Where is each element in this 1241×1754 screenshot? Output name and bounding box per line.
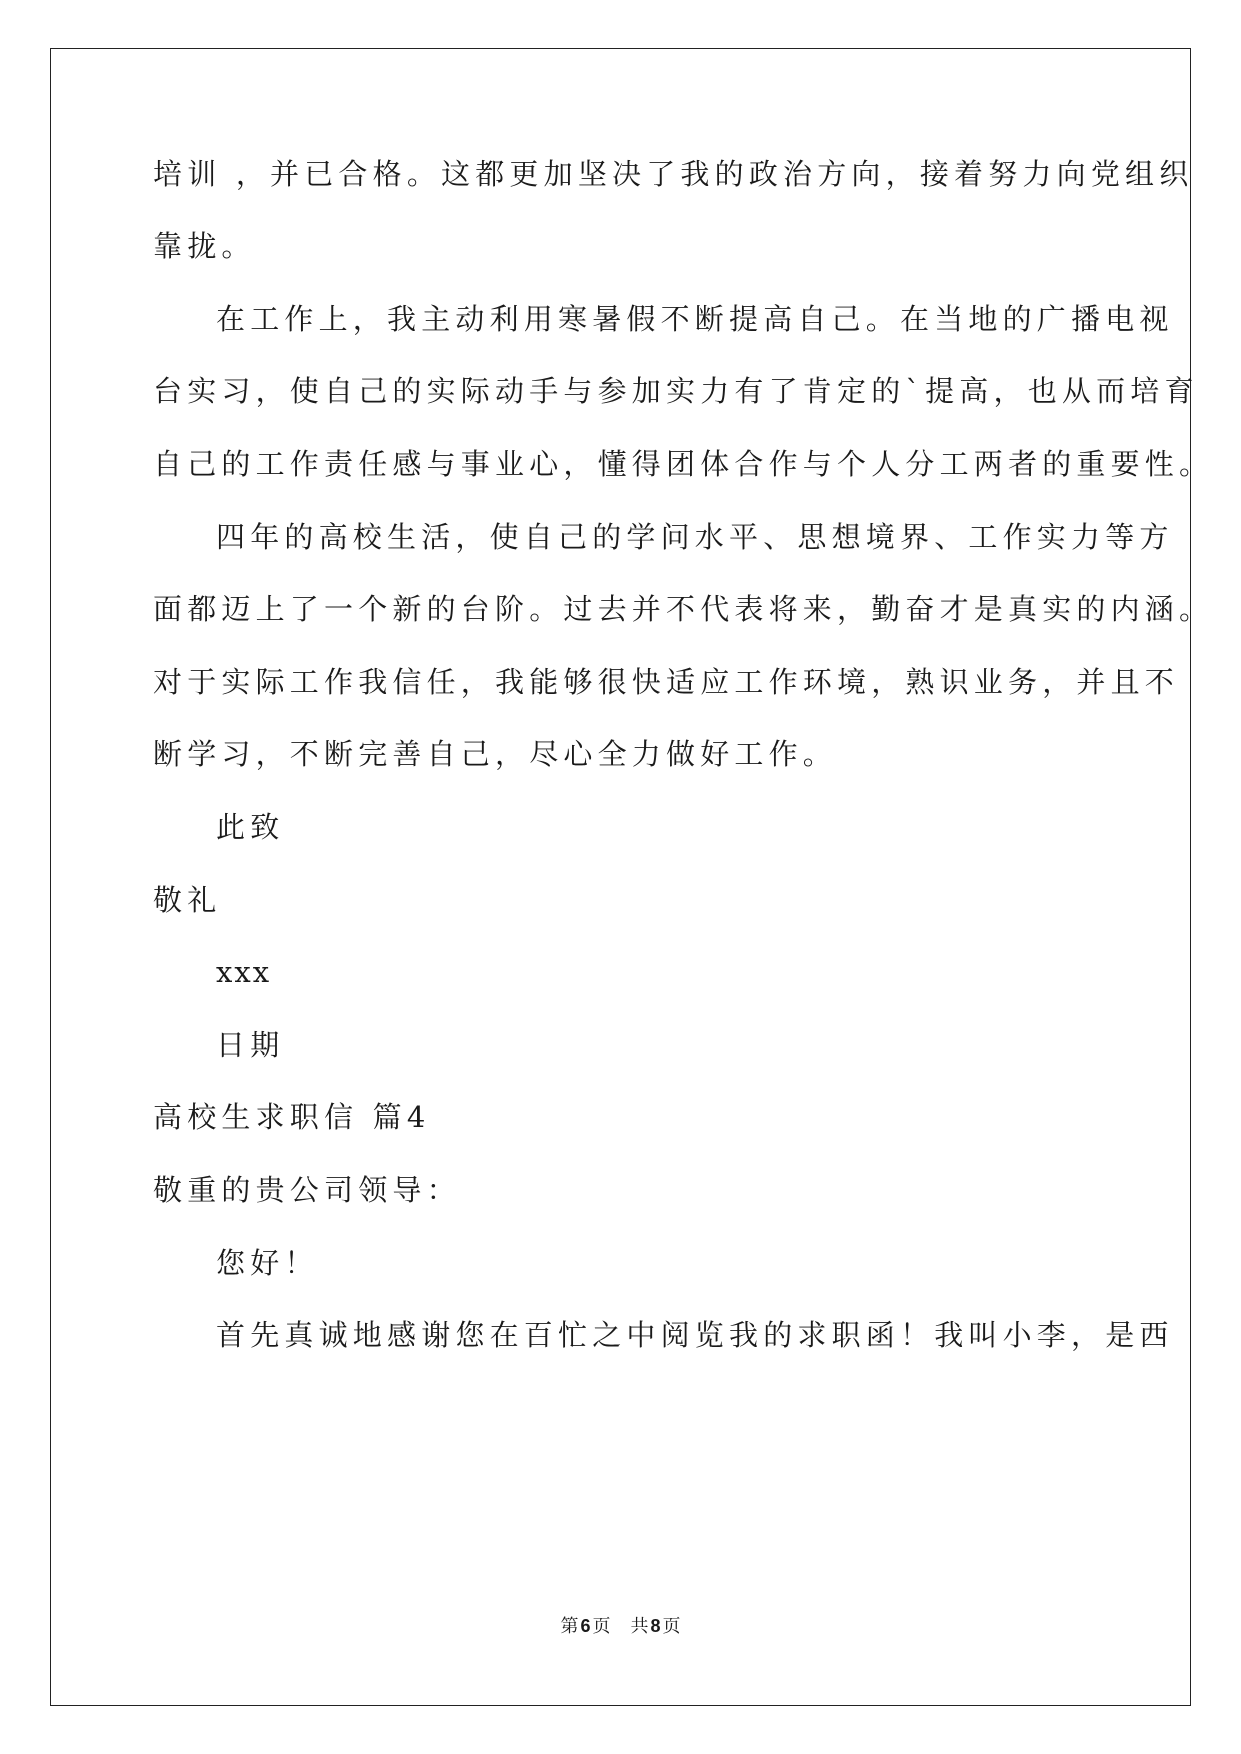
- body-line-8: 对于实际工作我信任，我能够很快适应工作环境，熟识业务，并且不: [153, 665, 1180, 699]
- body-line-2: 靠拢。: [153, 229, 256, 263]
- footer-page-current: 6: [580, 1616, 591, 1636]
- footer-page-unit: 页: [592, 1616, 611, 1637]
- body-line-7: 面都迈上了一个新的台阶。过去并不代表将来，勤奋才是真实的内涵。: [153, 592, 1214, 626]
- closing-salutation: 此致: [216, 810, 285, 844]
- footer-page-prefix: 第: [560, 1616, 579, 1637]
- letter-body-line-1: 首先真诚地感谢您在百忙之中阅览我的求职函！我叫小李，是西: [216, 1318, 1174, 1352]
- body-line-1: 培训 ，并已合格。这都更加坚决了我的政治方向，接着努力向党组织: [153, 157, 1194, 191]
- signature-name: xxx: [216, 955, 272, 989]
- signature-date: 日期: [216, 1028, 285, 1062]
- footer-total-unit: 页: [662, 1616, 681, 1637]
- body-line-6: 四年的高校生活，使自己的学问水平、思想境界、工作实力等方: [216, 520, 1174, 554]
- body-line-3: 在工作上，我主动利用寒暑假不断提高自己。在当地的广播电视: [216, 302, 1174, 336]
- body-line-4: 台实习，使自己的实际动手与参加实力有了肯定的`提高，也从而培育: [153, 374, 1199, 408]
- section-heading: 高校生求职信 篇4: [153, 1100, 431, 1134]
- body-line-9: 断学习，不断完善自己，尽心全力做好工作。: [153, 737, 838, 771]
- footer-total-prefix: 共: [630, 1616, 649, 1637]
- page-border: [50, 48, 1194, 1706]
- page-footer: [0, 1614, 1241, 1639]
- closing-regards: 敬礼: [153, 883, 222, 917]
- body-line-5: 自己的工作责任感与事业心，懂得团体合作与个人分工两者的重要性。: [153, 447, 1214, 481]
- footer-page-total: 8: [650, 1616, 661, 1636]
- letter-hello: 您好！: [216, 1246, 319, 1280]
- letter-greeting-line: 敬重的贵公司领导：: [153, 1173, 461, 1207]
